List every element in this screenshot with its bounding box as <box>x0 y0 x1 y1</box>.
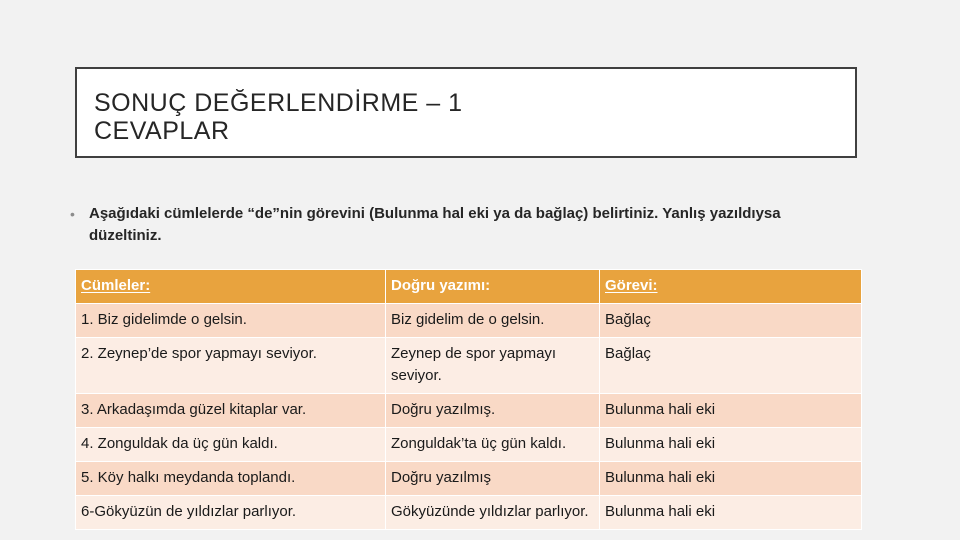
instruction-text: Aşağıdaki cümlelerde “de”nin görevini (Bulunma hal eki ya da bağlaç) belirtiniz. Yanlış yazıldıysa düzeltiniz. <box>89 205 781 244</box>
header-function: Görevi: <box>600 270 862 304</box>
title-box <box>75 67 857 158</box>
title-line-1: SONUÇ DEĞERLENDİRME – 1 <box>94 89 463 117</box>
cell-sentence: 2. Zeynep’de spor yapmayı seviyor. <box>76 338 386 394</box>
table-row <box>76 496 862 530</box>
cell-function: Bulunma hali eki <box>600 428 862 462</box>
table-header-row <box>76 270 862 304</box>
cell-correct: Doğru yazılmış <box>386 462 600 496</box>
header-correct-spelling: Doğru yazımı: <box>386 270 600 304</box>
cell-sentence: 1. Biz gidelimde o gelsin. <box>76 304 386 338</box>
cell-sentence: 4. Zonguldak da üç gün kaldı. <box>76 428 386 462</box>
cell-function: Bağlaç <box>600 304 862 338</box>
slide-title <box>94 89 463 145</box>
cell-correct: Biz gidelim de o gelsin. <box>386 304 600 338</box>
answers-table <box>75 269 862 530</box>
cell-function: Bağlaç <box>600 338 862 394</box>
cell-correct: Zonguldak’ta üç gün kaldı. <box>386 428 600 462</box>
cell-correct: Gökyüzünde yıldızlar parlıyor. <box>386 496 600 530</box>
cell-function: Bulunma hali eki <box>600 496 862 530</box>
title-line-2: CEVAPLAR <box>94 117 230 145</box>
cell-sentence: 5. Köy halkı meydanda toplandı. <box>76 462 386 496</box>
cell-function: Bulunma hali eki <box>600 394 862 428</box>
table-row <box>76 304 862 338</box>
table-row <box>76 428 862 462</box>
cell-correct: Zeynep de spor yapmayı seviyor. <box>386 338 600 394</box>
table-row <box>76 394 862 428</box>
cell-function: Bulunma hali eki <box>600 462 862 496</box>
header-sentences: Cümleler: <box>76 270 386 304</box>
instruction-bullet <box>70 203 850 247</box>
cell-sentence: 3. Arkadaşımda güzel kitaplar var. <box>76 394 386 428</box>
cell-sentence: 6-Gökyüzün de yıldızlar parlıyor. <box>76 496 386 530</box>
bullet-icon: • <box>70 206 75 222</box>
cell-correct: Doğru yazılmış. <box>386 394 600 428</box>
table-row <box>76 462 862 496</box>
table-row <box>76 338 862 394</box>
